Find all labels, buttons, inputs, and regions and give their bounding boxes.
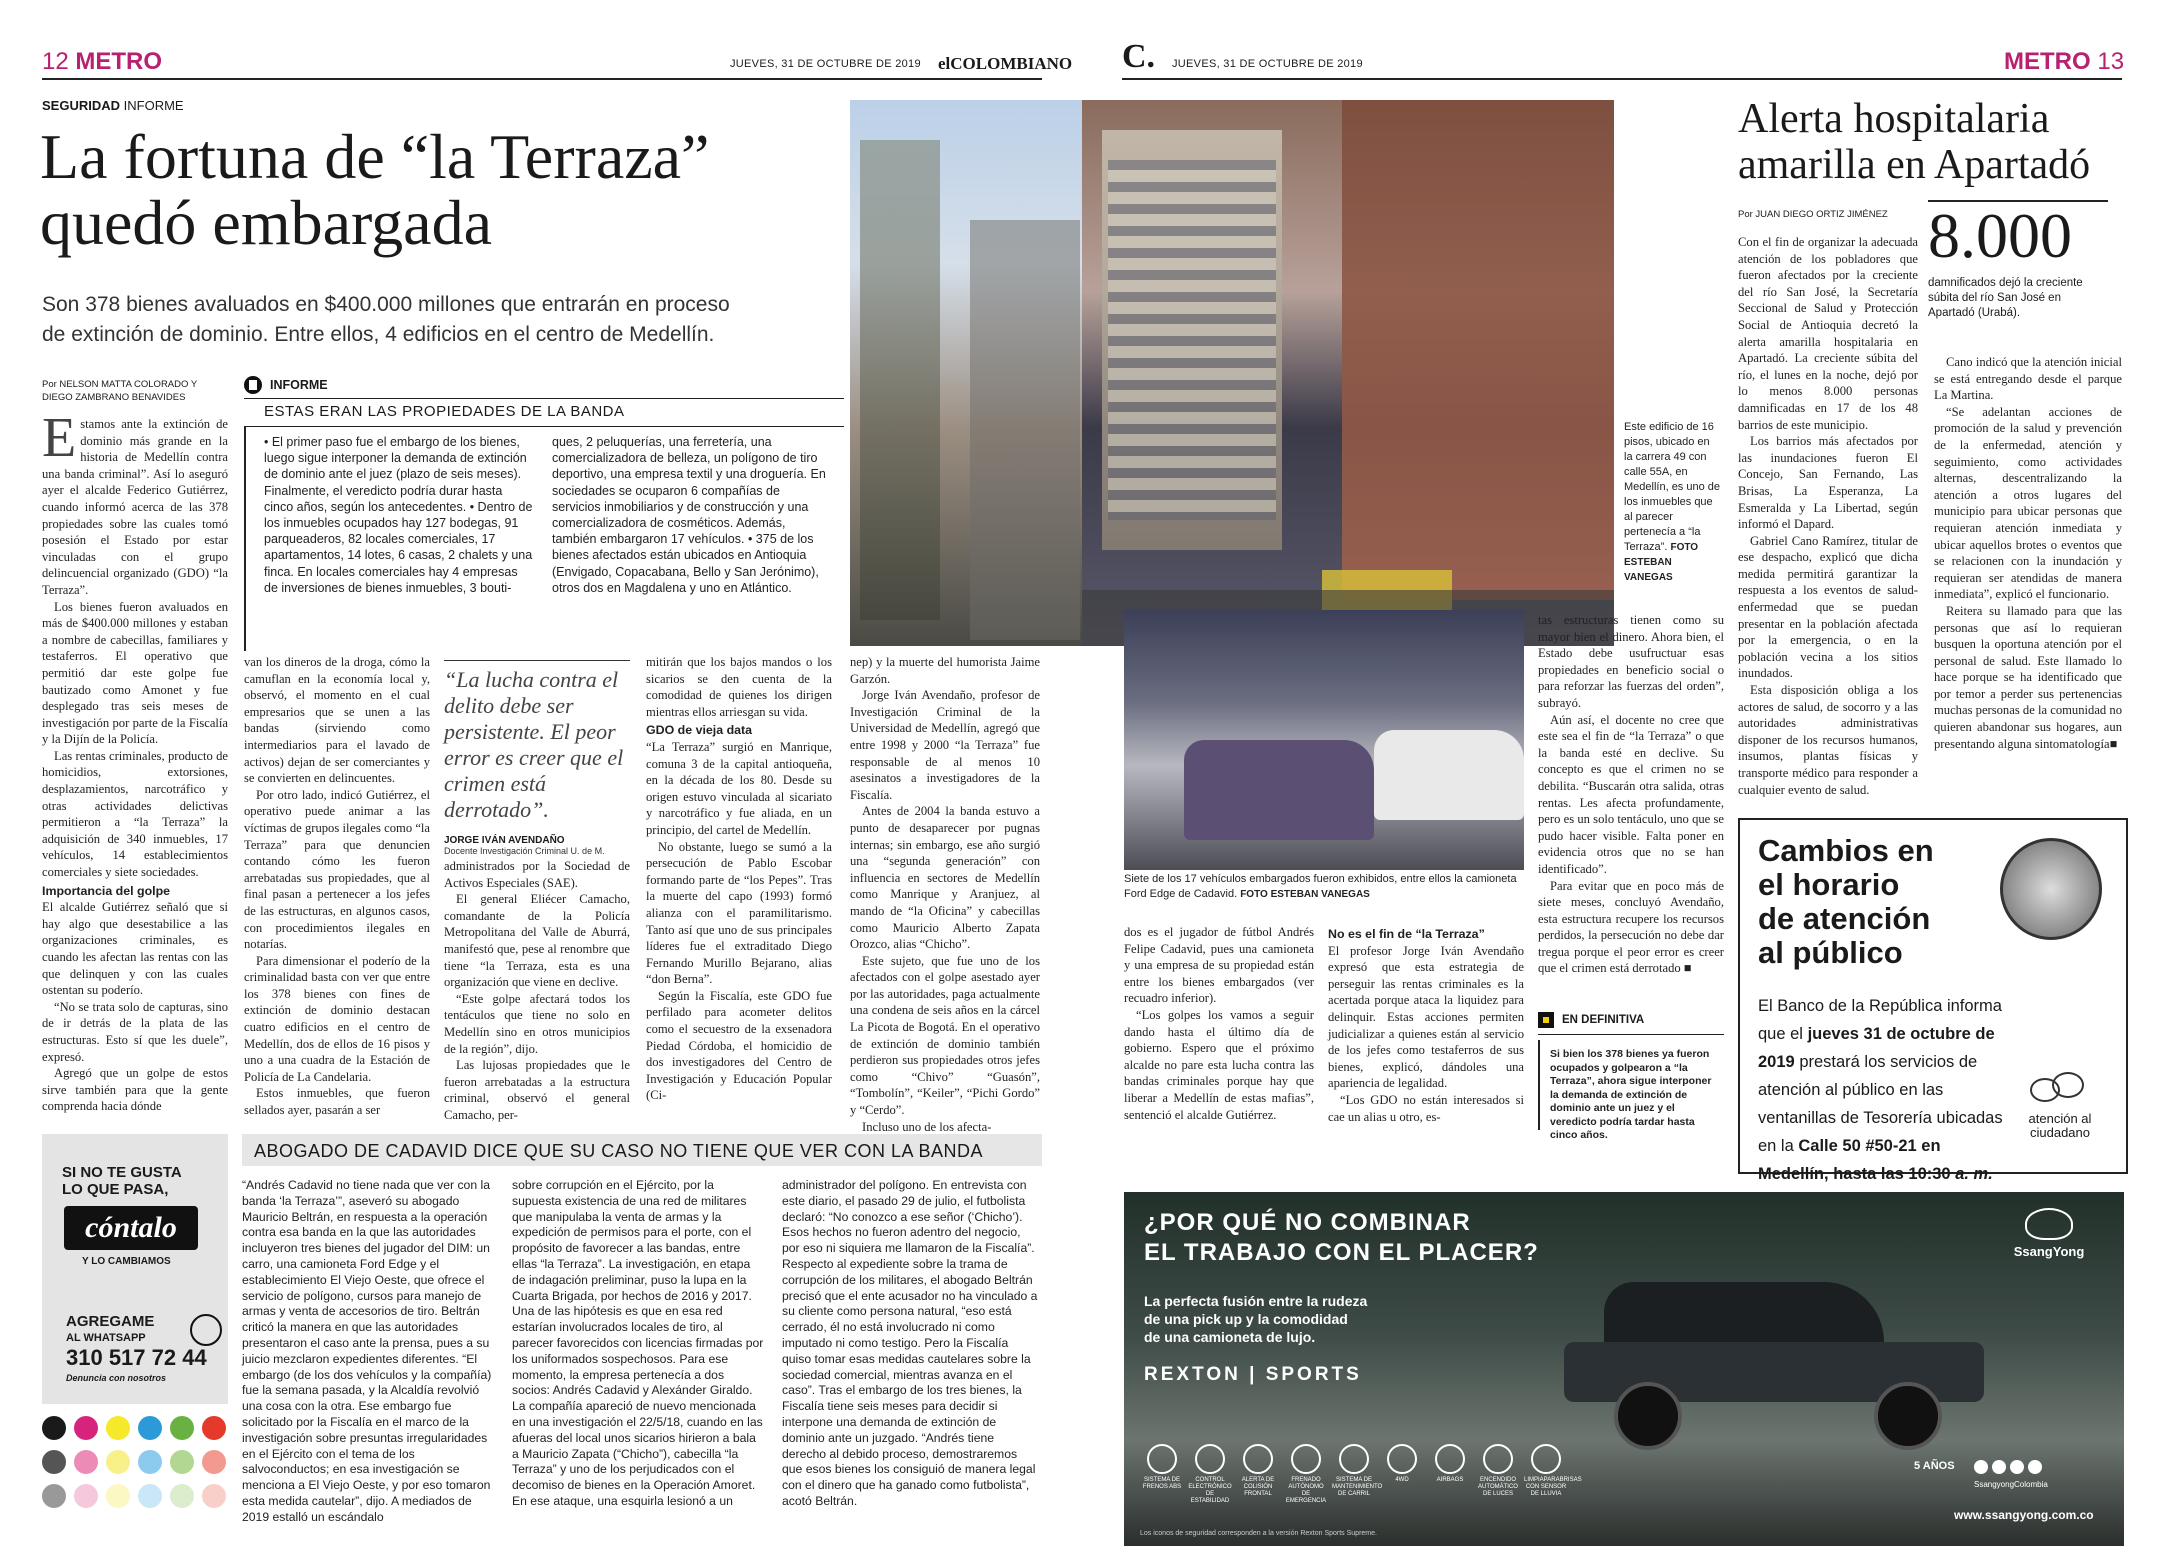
article-paragraph: “Los GDO no están interesados si cae un alias u otro, es- bbox=[1328, 1092, 1524, 1124]
building-photo-right bbox=[1082, 100, 1614, 646]
feature-label: CONTROL ELECTRÓNICO DE ESTABILIDAD bbox=[1188, 1477, 1232, 1504]
ad-text: Denuncia con nosotros bbox=[66, 1373, 167, 1383]
bank-ad-logo-line: atención al bbox=[2028, 1111, 2092, 1126]
left-page bbox=[0, 0, 1080, 1554]
deck-line-1: Son 378 bienes avaluados en $400.000 millones que entrarán en proceso bbox=[42, 293, 730, 316]
informe-icon bbox=[244, 376, 262, 394]
sidebar-title: ABOGADO DE CADAVID DICE QUE SU CASO NO TIENE QUE VER CON LA BANDA bbox=[254, 1141, 983, 1161]
article-paragraph: Los barrios más afectados por las inundaciones fueron El Concejo, San Fernando, Las Brisas, La Esperanza, La Esmeralda y La Libertad, según informó el Dapard. bbox=[1738, 434, 1918, 532]
kicker bbox=[42, 98, 184, 113]
bank-ad-text-line: prestará los servicios de bbox=[1799, 1053, 1978, 1071]
article-subheading: No es el fin de “la Terraza” bbox=[1328, 927, 1485, 941]
color-swatch bbox=[74, 1416, 98, 1440]
headline-line-2: quedó embargada bbox=[40, 187, 492, 258]
facebook-icon bbox=[1974, 1460, 1988, 1474]
feature-label: SISTEMA DE MANTENIMIENTO DE CARRIL bbox=[1332, 1477, 1383, 1497]
stat-description: damnificados dejó la creciente súbita del río San José en Apartadó (Urabá). bbox=[1928, 277, 2083, 319]
article-paragraph: El profesor Jorge Iván Avendaño expresó que esta estrategia de perseguir las rentas criminales es la acertada porque ataca la liquidez para delinquir. Estas acciones permiten judicializar a quienes están al servicio de los jefes como testaferros de sus bienes, explicó, dándoles una apariencia de legalidad. bbox=[1328, 943, 1524, 1091]
article-paragraph: Según la Fiscalía, este GDO fue perfilado para acometer delitos como el secuestro de la exsenadora Piedad Córdoba, el homicidio de dos investigadores del Centro de Investigación y Educación Popular (Ci- bbox=[646, 988, 832, 1103]
byline bbox=[42, 378, 242, 404]
section-name: METRO bbox=[2004, 48, 2091, 75]
article-column-8 bbox=[1538, 612, 1724, 996]
feature-label: FRENADO AUTÓNOMO DE EMERGENCIA bbox=[1285, 1477, 1327, 1504]
color-swatch bbox=[138, 1450, 162, 1474]
article-paragraph: Cano indicó que la atención inicial se está entregando desde el parque La Martina. bbox=[1934, 355, 2122, 403]
masthead-mark: C. bbox=[1122, 38, 1156, 75]
color-swatch bbox=[202, 1484, 226, 1508]
article-paragraph: Con el fin de organizar la adecuada atención de los pobladores que fueron afectados por la creciente del río San José, la Secretaría Seccional de Salud y Protección Social de Antioquia decretó la alerta amarilla hospitalaria en Apartadó. La creciente súbita del río, el lunes en la noche, dejó por lo menos 8.000 personas damnificadas en 17 de los 48 barrios de este municipio. bbox=[1738, 235, 1918, 432]
car-shape bbox=[1184, 740, 1374, 840]
article-paragraph: “Los golpes los vamos a seguir dando hasta el último día de gobierno. Espero que el próximo alcalde no pare esta lucha contra las bandas criminales porque hay que liberar a Medellín de estas mafias”, sentenció el alcalde Gutiérrez. bbox=[1124, 1007, 1314, 1122]
youtube-icon bbox=[2028, 1460, 2042, 1474]
right-page bbox=[1082, 0, 2162, 1554]
informe-label: INFORME bbox=[270, 378, 328, 392]
article-paragraph: Estos inmuebles, que fueron sellados ayer, pasarán a ser bbox=[244, 1086, 430, 1118]
feature-label: SISTEMA DE FRENOS ABS bbox=[1142, 1477, 1182, 1490]
bank-ad-logo-text bbox=[2012, 1112, 2108, 1140]
article-paragraph: “Este golpe afectará todos los tentáculos que tiene no solo en Medellín sino en otros municipios de la región”, dijo. bbox=[444, 991, 630, 1056]
car-ad-model: REXTON | SPORTS bbox=[1144, 1364, 1362, 1385]
car-ad-social: SsangyongColombia bbox=[1974, 1480, 2048, 1489]
vehicles-caption bbox=[1124, 872, 1534, 902]
headline bbox=[40, 121, 860, 258]
feature-item bbox=[1236, 1444, 1280, 1505]
feature-icon bbox=[1339, 1444, 1369, 1474]
article-paragraph: Reitera su llamado para que las personas que así lo requieran busquen la oportuna atención por el personal de salud. Este llamado lo hace porque se ha identificado que por temor a perder sus pertenencias muchas personas de la comunidad no quieren abandonar sus hogares, aun presentando alguna sintomatología■ bbox=[1934, 603, 2122, 751]
article-column-4 bbox=[646, 654, 832, 1106]
car-ad-headline bbox=[1144, 1208, 1539, 1268]
color-swatch bbox=[42, 1450, 66, 1474]
car-ad bbox=[1124, 1192, 2124, 1546]
feature-label: ALERTA DE COLISIÓN FRONTAL bbox=[1241, 1477, 1275, 1497]
photo-credit: FOTO ESTEBAN VANEGAS bbox=[1240, 889, 1370, 900]
article-paragraph: Agregó que un golpe de estos sirve también para que la gente comprenda hacia dónde bbox=[42, 1066, 228, 1114]
ad-phone: 310 517 72 44 bbox=[66, 1345, 207, 1370]
car-ad-subtitle-line: de una camioneta de lujo. bbox=[1144, 1329, 1316, 1345]
byline-line-1: Por NELSON MATTA COLORADO Y bbox=[42, 379, 198, 390]
kicker-section: SEGURIDAD bbox=[42, 98, 121, 113]
bank-ad-text-line: jueves 31 de octubre de bbox=[1807, 1025, 1995, 1043]
feature-icon bbox=[1483, 1444, 1513, 1474]
article-paragraph: Estamos ante la extinción de dominio más grande en la historia de Medellín contra una banda criminal”. Así lo aseguró ayer el alcalde Federico Gutiérrez, cuando informó acerca de las 378 propiedades sobre las cuales tomó posesión el Estado por estar vinculadas con el grupo delincuencial organizado (GDO) “la Terraza”. bbox=[42, 407, 228, 597]
sidebar-column-1: “Andrés Cadavid no tiene nada que ver con la banda ‘la Terraza’”, aseveró su abogado Mauricio Beltrán, en respuesta a la operación contra esa banda en la que las autoridades incluyeron tres bienes del jugador del DIM: un carro, una camioneta Ford Edge y el establecimiento El Viejo Oeste, que ofrece el servicio de polígono, cursos para manejo de armas y venta de accesorios de tiro. Beltrán criticó la manera en que las autoridades presentaron el caso ante la prensa, pues a su juicio mezclaron expedientes diferentes. “El embargo (de los dos vehículos y la compañía) fue la semana pasada, y la Alcaldía revolvió una cosa con la otra. Ese embargo fue solicitado por la Fiscalía en el marco de la investigación sobre presuntas irregularidades en el Ejército con el tema de los salvoconductos; en esa investigación se menciona a El Viejo Oeste, y por eso tomaron esta medida cautelar”, dijo. A mediados de 2019 estalló un escándalo bbox=[242, 1178, 492, 1524]
issue-date: JUEVES, 31 DE OCTUBRE DE 2019 bbox=[730, 58, 921, 70]
bank-ad-text-line: Medellín, bbox=[1758, 1165, 1829, 1183]
header-rule bbox=[1122, 78, 2122, 80]
summary-text: Si bien los 378 bienes ya fueron ocupados y golpearon a “la Terraza”, ahora sigue interponer la demanda de extinción de dominio ante un juez y el veredicto podría tardar hasta cinco años. bbox=[1550, 1048, 1712, 1141]
bank-ad bbox=[1738, 818, 2128, 1183]
color-swatch bbox=[138, 1416, 162, 1440]
article-paragraph: nep) y la muerte del humorista Jaime Garzón. bbox=[850, 655, 1040, 686]
article-paragraph: No obstante, luego se sumó a la persecución de Pablo Escobar formando parte de “los Pepes”. Tras la muerte del capo (1993) formó alianza con el paramilitarismo. Tanto así que uno de sus principales líderes fue el extraditado Diego Fernando Murillo Bejarano, alias “don Berna”. bbox=[646, 839, 832, 987]
ssangyong-emblem-icon bbox=[2025, 1208, 2073, 1240]
color-swatch bbox=[42, 1484, 66, 1508]
car-shape bbox=[1374, 730, 1524, 820]
feature-icon bbox=[1243, 1444, 1273, 1474]
color-swatch bbox=[170, 1484, 194, 1508]
article-paragraph: van los dineros de la droga, cómo la camuflan en la economía local y, observó, el momento en el cual empresarios que se unen a las bandas (sirviendo como intermediarios para el lavado de activos) dejan de ser comerciantes y se convierten en delincuentes. bbox=[244, 655, 430, 786]
ad-text: AGREGAME bbox=[66, 1313, 155, 1330]
kicker-type: INFORME bbox=[123, 98, 184, 113]
color-swatch bbox=[170, 1450, 194, 1474]
pickup-truck-image bbox=[1564, 1262, 2004, 1432]
bank-ad-title-line: al público bbox=[1758, 935, 1903, 970]
feature-label: 4WD bbox=[1395, 1477, 1409, 1483]
article-column-1 bbox=[42, 407, 228, 1114]
article-column-6 bbox=[1124, 924, 1314, 1120]
car-ad-disclaimer: Los iconos de seguridad corresponden a la versión Rexton Sports Supreme. bbox=[1140, 1530, 1377, 1537]
feature-item bbox=[1428, 1444, 1472, 1505]
page-number: 13 bbox=[2097, 48, 2125, 75]
car-ad-subtitle bbox=[1144, 1292, 1367, 1346]
car-ad-brand: SsangYong bbox=[2013, 1244, 2085, 1259]
feature-item bbox=[1476, 1444, 1520, 1505]
bank-ad-text-line: que el bbox=[1758, 1025, 1803, 1043]
pull-quote bbox=[444, 660, 630, 856]
feature-item bbox=[1284, 1444, 1328, 1505]
article-paragraph: Para evitar que en poco más de siete meses, concluyó Avendaño, esta estructura recupere los recursos perdidos, la persecución no debe dar tregua porque el peor error es creer que el crimen está derrotado ■ bbox=[1538, 878, 1724, 976]
article-column-3 bbox=[444, 858, 630, 1122]
news-headline bbox=[1738, 96, 2128, 188]
car-ad-headline-line: ¿POR QUÉ NO COMBINAR bbox=[1144, 1209, 1471, 1236]
feature-icon bbox=[1147, 1444, 1177, 1474]
photo-caption bbox=[1624, 420, 1720, 585]
bank-ad-text-line: Calle 50 #50-21 en bbox=[1798, 1137, 1941, 1155]
sidebar-column-2: sobre corrupción en el Ejército, por la supuesta existencia de una red de militares que manipulaba la venta de armas y la expedición de permisos para el porte, con el propósito de favorecer a las bandas, entre ellas “la Terraza”. La investigación, en etapa de indagación preliminar, puso la lupa en la Cuarta Brigada, por hechos de 2016 y 2017. Una de las hipótesis es que en esa red estarían involucrados locales de tiro, al parecer favorecidos con licencias firmadas por los uniformados sospechosos. Para ese momento, la empresa pertenecía a dos socios: Andrés Cadavid y Alexánder Giraldo. La compañía apareció de nuevo mencionada en una investigación el 22/5/18, cuando en las afueras del local unos sicarios hirieron a bala a Mauricio Zapata (“Chicho”), cabecilla “la Terraza” y uno de los perjudicados con el decomiso de bienes en la Operación Amoret. En ese ataque, una esquirla lesionó a un bbox=[512, 1178, 764, 1508]
whatsapp-icon bbox=[190, 1314, 222, 1346]
feature-item bbox=[1380, 1444, 1424, 1505]
pull-quote-text: “La lucha contra el delito debe ser persistente. El peor error es creer que el crimen está derrotado”. bbox=[444, 667, 624, 822]
masthead-logo: elCOLOMBIANO bbox=[938, 54, 1073, 73]
whatsapp-ad bbox=[42, 1134, 228, 1404]
article-paragraph: Aún así, el docente no cree que este sea el fin de “la Terraza” o que la banda esté en declive. Su concepto es que el crimen no se debilita. “Buscarán otra salida, otras rentas. Les afecta profundamente, pero es un solo tentáculo, uno que se pudo hacer visible. Falta poner en evidencia otros que no se han identificado”. bbox=[1538, 712, 1724, 876]
feature-icon bbox=[1195, 1444, 1225, 1474]
news-column-2 bbox=[1934, 354, 2122, 796]
bank-ad-title bbox=[1758, 834, 1934, 970]
header-rule bbox=[42, 78, 1042, 80]
ad-text: AL WHATSAPP bbox=[66, 1332, 146, 1344]
feature-item bbox=[1524, 1444, 1582, 1505]
news-headline-line-2: amarilla en Apartadó bbox=[1738, 142, 2091, 188]
color-swatch bbox=[106, 1484, 130, 1508]
feature-icon bbox=[1531, 1444, 1561, 1474]
news-headline-line-1: Alerta hospitalaria bbox=[1738, 96, 2050, 142]
chat-bubbles-icon bbox=[2030, 1072, 2086, 1106]
color-swatch bbox=[74, 1484, 98, 1508]
color-swatch bbox=[202, 1450, 226, 1474]
feature-icon bbox=[1387, 1444, 1417, 1474]
article-paragraph: Antes de 2004 la banda estuvo a punto de desaparecer por pugnas internas; sin embargo, ese año surgió una “segunda generación” con influencia en sectores de Medellín como Manrique y Aranjuez, al mando de “la Oficina” y cabecillas como Mauricio Alberto Zapata Orozco, alias “Chicho”. bbox=[850, 804, 1040, 952]
article-column-5 bbox=[850, 654, 1040, 1134]
caption-text: Siete de los 17 vehículos embargados fueron exhibidos, entre ellos la camioneta Ford Edge de Cadavid. bbox=[1124, 873, 1517, 900]
article-paragraph: Gabriel Cano Ramírez, titular de ese despacho, explicó que dicha medida permitirá garantizar la respuesta a los eventos de salud-enfermedad que se puedan presentar en la población afectada por la emergencia, o en la población vecina a los sitios inundados. bbox=[1738, 533, 1918, 681]
informe-header bbox=[244, 376, 844, 394]
car-ad-years: 5 AÑOS bbox=[1914, 1460, 1955, 1472]
summary-header bbox=[1538, 1012, 1724, 1028]
issue-date: JUEVES, 31 DE OCTUBRE DE 2019 bbox=[1172, 58, 1363, 70]
informe-column-1: • El primer paso fue el embargo de los bienes, luego sigue interponer la demanda de extinción de dominio ante el juez (plazo de seis meses). Finalmente, el veredicto podría durar hasta cinco años, según los antecedentes. • Dentro de los inmuebles ocupados hay 127 bodegas, 91 parqueaderos, 82 locales comerciales, 17 apartamentos, 14 lotes, 6 casas, 2 chalets y una finca. En locales comerciales hay 4 empresas de inversiones de bienes inmuebles, 3 bouti- bbox=[264, 435, 533, 595]
feature-icon bbox=[1291, 1444, 1321, 1474]
quote-author: JORGE IVÁN AVENDAÑO bbox=[444, 835, 565, 846]
ad-brand: cóntalo bbox=[64, 1206, 198, 1250]
bank-ad-text-line: a. m. bbox=[1955, 1165, 1993, 1183]
building-photo-left bbox=[850, 100, 1082, 646]
car-ad-subtitle-line: de una pick up y la comodidad bbox=[1144, 1311, 1348, 1327]
article-subheading: GDO de vieja data bbox=[646, 723, 753, 738]
bank-ad-title-line: el horario bbox=[1758, 867, 1900, 902]
bank-ad-text-line: hasta las 10:30 bbox=[1833, 1165, 1951, 1183]
article-paragraph: mitirán que los bajos mandos o los sicarios se den cuenta de la comodidad de quienes los dirigen mientras ellos arriesgan su vida. bbox=[646, 655, 832, 719]
article-paragraph: El general Eliécer Camacho, comandante de la Policía Metropolitana del Valle de Aburrá, manifestó que, pese al renombre que tiene “la Terraza, esta es una organización que viene en declive. bbox=[444, 892, 630, 990]
color-swatch bbox=[138, 1484, 162, 1508]
bank-ad-logo-line: ciudadano bbox=[2030, 1125, 2090, 1140]
article-paragraph: Incluso uno de los afecta- bbox=[862, 1119, 992, 1134]
news-column-1 bbox=[1738, 234, 1918, 796]
informe-column-2: ques, 2 peluquerías, una ferretería, una comercializadora de belleza, un polígono de tiro deportivo, una empresa textil y una droguería. En sociedades se ocuparon 6 compañías de servicios inmobiliarios y de construcción y una comercializadora de cosméticos. Además, también embargaron 17 vehículos. • 375 de los bienes afectados están ubicados en Antioquia (Envigado, Copacabana, Bello y San Jerónimo), otros dos en Magdalena y uno en Atlántico. bbox=[552, 435, 826, 595]
quote-author-role: Docente Investigación Criminal U. de M. bbox=[444, 846, 605, 856]
article-paragraph: Las rentas criminales, producto de homicidios, extorsiones, desplazamientos, narcotráfico y otras actividades delictivas permitieron a “la Terraza” la adquisición de 340 inmuebles, 17 vehículos, 14 establecimientos comerciales y siete sociedades. bbox=[42, 748, 228, 880]
color-calibration-bar bbox=[42, 1410, 228, 1540]
article-paragraph: Las lujosas propiedades que le fueron arrebatadas a la estructura criminal, observó el general Camacho, per- bbox=[444, 1058, 630, 1122]
bank-ad-text bbox=[1758, 992, 2003, 1188]
bank-ad-text-line: 2019 bbox=[1758, 1053, 1795, 1071]
ad-text: Y LO CAMBIAMOS bbox=[82, 1256, 171, 1267]
page-header-right bbox=[2004, 48, 2124, 76]
safety-features bbox=[1140, 1444, 1582, 1505]
twitter-icon bbox=[1992, 1460, 2006, 1474]
section-name: METRO bbox=[75, 48, 163, 75]
ad-text: LO QUE PASA, bbox=[62, 1181, 169, 1198]
car-ad-url[interactable]: www.ssangyong.com.co bbox=[1954, 1508, 2094, 1522]
car-ad-subtitle-line: La perfecta fusión entre la rudeza bbox=[1144, 1293, 1368, 1309]
instagram-icon bbox=[2010, 1460, 2024, 1474]
article-paragraph: tas estructuras tienen como su mayor bien el dinero. Ahora bien, el Estado debe usufructuar esas propiedades en beneficio social o para reforzar las fuerzas del orden”, subrayó. bbox=[1538, 613, 1724, 710]
bank-ad-text-line: en la bbox=[1758, 1137, 1794, 1155]
summary-box bbox=[1538, 1012, 1724, 1141]
deck-line-2: de extinción de dominio. Entre ellos, 4 edificios en el centro de Medellín. bbox=[42, 323, 715, 346]
color-swatch bbox=[74, 1450, 98, 1474]
car-ad-headline-line: EL TRABAJO CON EL PLACER? bbox=[1144, 1239, 1539, 1266]
deck bbox=[42, 290, 862, 350]
bank-ad-title-line: de atención bbox=[1758, 901, 1931, 936]
feature-label: LIMPIAPARABRISAS CON SENSOR DE LLUVIA bbox=[1524, 1477, 1582, 1497]
caption-text: Este edificio de 16 pisos, ubicado en la carrera 49 con calle 55A, en Medellín, es uno de los inmuebles que al parecer pertenecía a “la Terraza”. bbox=[1624, 421, 1721, 553]
ssangyong-logo bbox=[1994, 1208, 2104, 1259]
byline-line-2: DIEGO ZAMBRANO BENAVIDES bbox=[42, 392, 186, 403]
bank-ad-text-line: ventanillas de Tesorería ubicadas bbox=[1758, 1109, 2003, 1127]
bank-ad-title-line: Cambios en bbox=[1758, 833, 1934, 868]
news-byline: Por JUAN DIEGO ORTIZ JIMÉNEZ bbox=[1738, 209, 1888, 220]
color-swatch bbox=[106, 1450, 130, 1474]
color-swatch bbox=[170, 1416, 194, 1440]
bank-ad-text-line: El Banco de la República informa bbox=[1758, 997, 2002, 1015]
sidebar-column-3: administrador del polígono. En entrevista con este diario, el pasado 29 de julio, el futbolista declaró: “No conozco a ese señor (‘Chicho’). Esos hechos no fueron adentro del negocio, por eso ni siquiera me llamaron de la Fiscalía”. Respecto al expediente sobre la trama de corrupción de los militares, el abogado Beltrán precisó que el ente acusador no ha vinculado a su cliente como persona natural, “eso está cerrado, él no está involucrado ni como imputado ni como testigo. Pero la Fiscalía quiso tomar esas medidas cautelares sobre la sociedad comercial, mientras avanza en el caso”. Tras el embargo de los tres bienes, la Fiscalía tiene seis meses para decidir si interpone una demanda de extinción de dominio ante un juzgado. “Andrés tiene derecho al debido proceso, demostraremos que esos bienes los consiguió de manera legal con el dinero que ha ganado como futbolista”, acotó Beltrán. bbox=[782, 1178, 1038, 1508]
color-swatch bbox=[106, 1416, 130, 1440]
feature-label: AIRBAGS bbox=[1436, 1477, 1464, 1483]
article-paragraph: Para dimensionar el poderío de la criminalidad basta con ver que entre los 378 bienes con fines de extinción de dominio destacan cuatro edificios en el centro de Medellín, dos de ellos de 16 pisos y uno a una cuadra de la Estación de Policía de La Candelaria. bbox=[244, 953, 430, 1084]
article-column-7 bbox=[1328, 924, 1524, 1124]
headline-line-1: La fortuna de “la Terraza” bbox=[40, 121, 710, 192]
vehicles-photo bbox=[1124, 610, 1524, 870]
article-paragraph: El alcalde Gutiérrez señaló que si hay algo que desestabilice a las organizaciones criminales, es cuando les afectan las rentas con las que delinquen y con las cuales ostentan su poderío. bbox=[42, 900, 228, 998]
page-header-left bbox=[42, 48, 162, 76]
article-paragraph: Este sujeto, que fue uno de los afectados con el golpe asestado ayer por las autoridades, paga actualmente una condena de seis años en la cárcel La Picota de Bogotá. En el operativo de extinción de dominio también perdieron sus propiedades otros jefes como “Chivo” “Guasón”, “Tombolín”, “Keiler”, “Pichi Gordo” y “Cerdo”. bbox=[850, 953, 1040, 1118]
bank-seal-icon bbox=[2000, 838, 2102, 940]
feature-icon bbox=[1435, 1444, 1465, 1474]
article-paragraph: “La Terraza” surgió en Manrique, comuna 3 de la capital antioqueña, en la década de los 80. Desde su origen estuvo vinculada al sicariato y narcotráfico y fue aliada, en un principio, del cartel de Medellín. bbox=[646, 739, 832, 837]
ad-cta bbox=[66, 1314, 207, 1386]
article-paragraph: Los bienes fueron avaluados en más de $400.000 millones y estaban a nombre de cabecillas, familiares y testaferros. El operativo que permitió dar este golpe fue bautizado como Amonet y fue desplegado tras seis meses de investigación por parte de la Fiscalía y la Dijín de la Policía. bbox=[42, 599, 228, 747]
feature-item bbox=[1332, 1444, 1383, 1505]
article-column-2 bbox=[244, 654, 430, 1118]
article-paragraph: Jorge Iván Avendaño, profesor de Investigación Criminal de la Universidad de Medellín, agregó que entre 1998 y 2000 “la Terraza” fue responsable de al menos 10 asesinatos a investigadores de la Fiscalía. bbox=[850, 688, 1040, 802]
color-swatch bbox=[42, 1416, 66, 1440]
article-paragraph: Por otro lado, indicó Gutiérrez, el operativo puede animar a las víctimas de grupos ilegales como “la Terraza” para que denuncien contando cómo les fueron arrebatadas sus propiedades, que al final pasan a pertenecer a los jefes de las estructuras, en algunos casos, con procedimientos ilegales en notarías. bbox=[244, 787, 430, 952]
article-paragraph: administrados por la Sociedad de Activos Especiales (SAE). bbox=[444, 859, 630, 890]
informe-title: ESTAS ERAN LAS PROPIEDADES DE LA BANDA bbox=[264, 403, 625, 420]
bank-ad-text-line: atención al público en las bbox=[1758, 1081, 1944, 1099]
stat-box bbox=[1928, 200, 2118, 321]
summary-icon bbox=[1538, 1012, 1554, 1028]
article-subheading: Importancia del golpe bbox=[42, 883, 171, 898]
article-paragraph: Esta disposición obliga a los actores de salud, de socorro y a las autoridades administrativas disponer de los recursos humanos, insumos, plantas físicas y transporte médico para responder a cualquier evento de salud. bbox=[1738, 683, 1918, 797]
ad-slogan bbox=[62, 1164, 182, 1198]
article-paragraph: “Se adelantan acciones de promoción de la salud y prevención de la enfermedad, atención y seguimiento, como actividades alternas, descentralizando la atención a otros lugares del municipio para ubicar personas que requieran atención inmediata y ubicar aquellos brotes o eventos que se relacionen con la inundación y requieran ser atendidas de manera inmediata”, explicó el funcionario. bbox=[1934, 404, 2122, 602]
feature-item bbox=[1188, 1444, 1232, 1505]
informe-box bbox=[244, 376, 844, 656]
ad-text: SI NO TE GUSTA bbox=[62, 1164, 182, 1181]
stat-number: 8.000 bbox=[1928, 200, 2072, 271]
article-paragraph: “No se trata solo de capturas, sino de ir detrás de la plata de las estructuras. Esto sí que les duele”, expresó. bbox=[42, 999, 228, 1064]
article-paragraph: dos es el jugador de fútbol Andrés Felipe Cadavid, pues una camioneta y una empresa de su propiedad están entre los bienes embargados (ver recuadro inferior). bbox=[1124, 925, 1314, 1006]
social-icons bbox=[1974, 1460, 2042, 1474]
feature-item bbox=[1140, 1444, 1184, 1505]
summary-label: EN DEFINITIVA bbox=[1562, 1014, 1645, 1026]
page-number: 12 bbox=[42, 48, 69, 75]
color-swatch bbox=[202, 1416, 226, 1440]
feature-label: ENCENDIDO AUTOMÁTICO DE LUCES bbox=[1478, 1477, 1518, 1497]
photo-credit: FOTO ESTEBAN VANEGAS bbox=[1624, 542, 1699, 583]
